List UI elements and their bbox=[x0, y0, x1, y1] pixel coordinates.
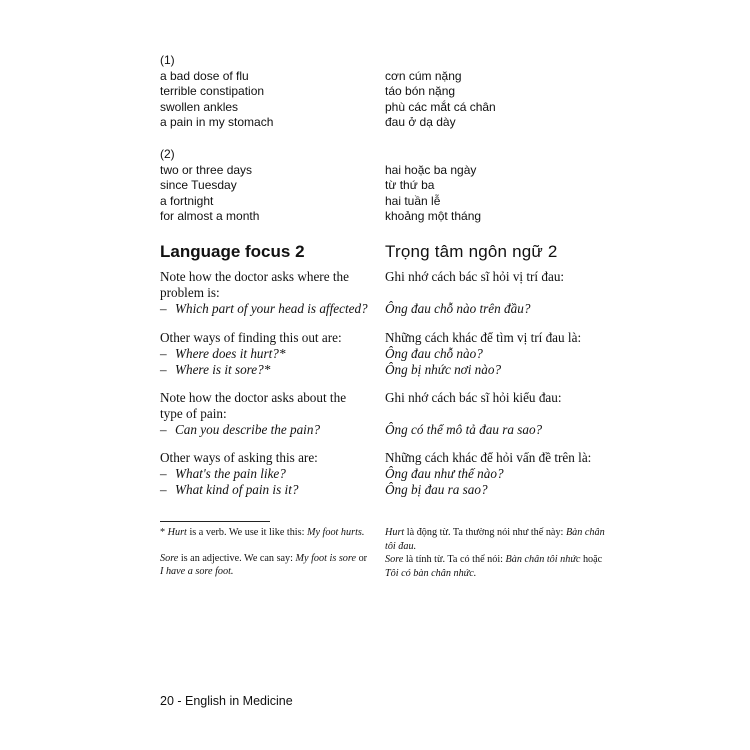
list2-en-item: two or three days bbox=[160, 162, 253, 177]
block3-vi-example: Ông có thể mô tả đau ra sao? bbox=[385, 421, 543, 437]
block2-vi-example: Ông đau chỗ nào? bbox=[385, 345, 483, 361]
list2-vi-item: khoảng một tháng bbox=[385, 209, 482, 224]
block2-vi-example: Ông bị nhức nơi nào? bbox=[385, 361, 502, 377]
list2-vi-item: hai tuần lễ bbox=[385, 193, 441, 208]
block1-en-example: – Which part of your head is affected? bbox=[160, 300, 368, 316]
list1-en-item: swollen ankles bbox=[160, 99, 239, 114]
list2-vietnamese bbox=[385, 163, 615, 225]
block2-english bbox=[160, 330, 372, 377]
list2-en-item: for almost a month bbox=[160, 209, 260, 224]
list2-vi-item: từ thứ ba bbox=[385, 178, 435, 193]
footnote-rule bbox=[160, 521, 270, 522]
footnote-hurt-vi: Hurt là động từ. Ta thường nói như thế này: Bàn chân tôi đau. bbox=[385, 527, 605, 552]
list1-vi-item: táo bón nặng bbox=[385, 84, 456, 99]
list2-number: (2) bbox=[160, 147, 175, 161]
section-title-vietnamese: Trọng tâm ngôn ngữ 2 bbox=[385, 242, 558, 261]
block3-en-example: – Can you describe the pain? bbox=[160, 421, 321, 437]
block4-vi-example: Ông đau như thế nào? bbox=[385, 465, 504, 481]
block2-vi-intro: Những cách khác để tìm vị trí đau là: bbox=[385, 330, 582, 345]
footnote-hurt-en: * Hurt is a verb. We use it like this: My foot hurts. bbox=[160, 527, 365, 538]
list1-vi-item: đau ở dạ dày bbox=[385, 115, 456, 130]
page-footer: 20 - English in Medicine bbox=[160, 694, 293, 708]
list1-vietnamese bbox=[385, 69, 615, 131]
footnote-sore-en: Sore is an adjective. We can say: My foot is sore or I have a sore foot. bbox=[160, 552, 368, 578]
footnotes-vietnamese bbox=[385, 526, 615, 580]
section-title-english: Language focus 2 bbox=[160, 242, 305, 261]
block4-vi-example: Ông bị đau ra sao? bbox=[385, 481, 488, 497]
list1-vi-item: phù các mắt cá chân bbox=[385, 99, 496, 114]
block1-vi-intro: Ghi nhớ cách bác sĩ hỏi vị trí đau: bbox=[385, 269, 565, 284]
footnote-sore-vi: Sore là tính từ. Ta có thể nói: Bàn chân tôi nhức hoặc Tôi có bàn chân nhức. bbox=[385, 554, 603, 579]
list2-english bbox=[160, 147, 372, 225]
list1-en-item: terrible constipation bbox=[160, 84, 265, 99]
block4-english bbox=[160, 450, 372, 497]
list2-vi-item: hai hoặc ba ngày bbox=[385, 162, 477, 177]
block4-en-example: – What kind of pain is it? bbox=[160, 481, 299, 497]
list1-english bbox=[160, 53, 372, 131]
block4-en-intro: Other ways of asking this are: bbox=[160, 450, 318, 465]
block4-vietnamese bbox=[385, 450, 615, 497]
block3-vietnamese bbox=[385, 390, 615, 437]
block4-en-example: – What's the pain like? bbox=[160, 465, 286, 481]
list2-en-item: since Tuesday bbox=[160, 178, 237, 193]
block4-vi-intro: Những cách khác để hỏi vấn đề trên là: bbox=[385, 450, 592, 465]
block2-en-example: – Where is it sore?* bbox=[160, 361, 271, 377]
block1-english bbox=[160, 269, 372, 316]
footnotes-english bbox=[160, 526, 372, 579]
list1-en-item: a pain in my stomach bbox=[160, 115, 274, 130]
block1-en-intro: Note how the doctor asks where the problem is: bbox=[160, 269, 349, 300]
block3-vi-intro: Ghi nhớ cách bác sĩ hỏi kiểu đau: bbox=[385, 390, 562, 405]
list1-en-item: a bad dose of flu bbox=[160, 68, 249, 83]
list2-en-item: a fortnight bbox=[160, 193, 214, 208]
block2-vietnamese bbox=[385, 330, 615, 377]
list1-number: (1) bbox=[160, 53, 175, 67]
block1-vietnamese bbox=[385, 269, 615, 316]
list1-vi-item: cơn cúm nặng bbox=[385, 68, 462, 83]
block2-en-example: – Where does it hurt?* bbox=[160, 345, 286, 361]
block3-en-intro: Note how the doctor asks about the type of pain: bbox=[160, 390, 347, 421]
block2-en-intro: Other ways of finding this out are: bbox=[160, 330, 342, 345]
block1-vi-example: Ông đau chỗ nào trên đầu? bbox=[385, 300, 531, 316]
block3-english bbox=[160, 390, 372, 437]
